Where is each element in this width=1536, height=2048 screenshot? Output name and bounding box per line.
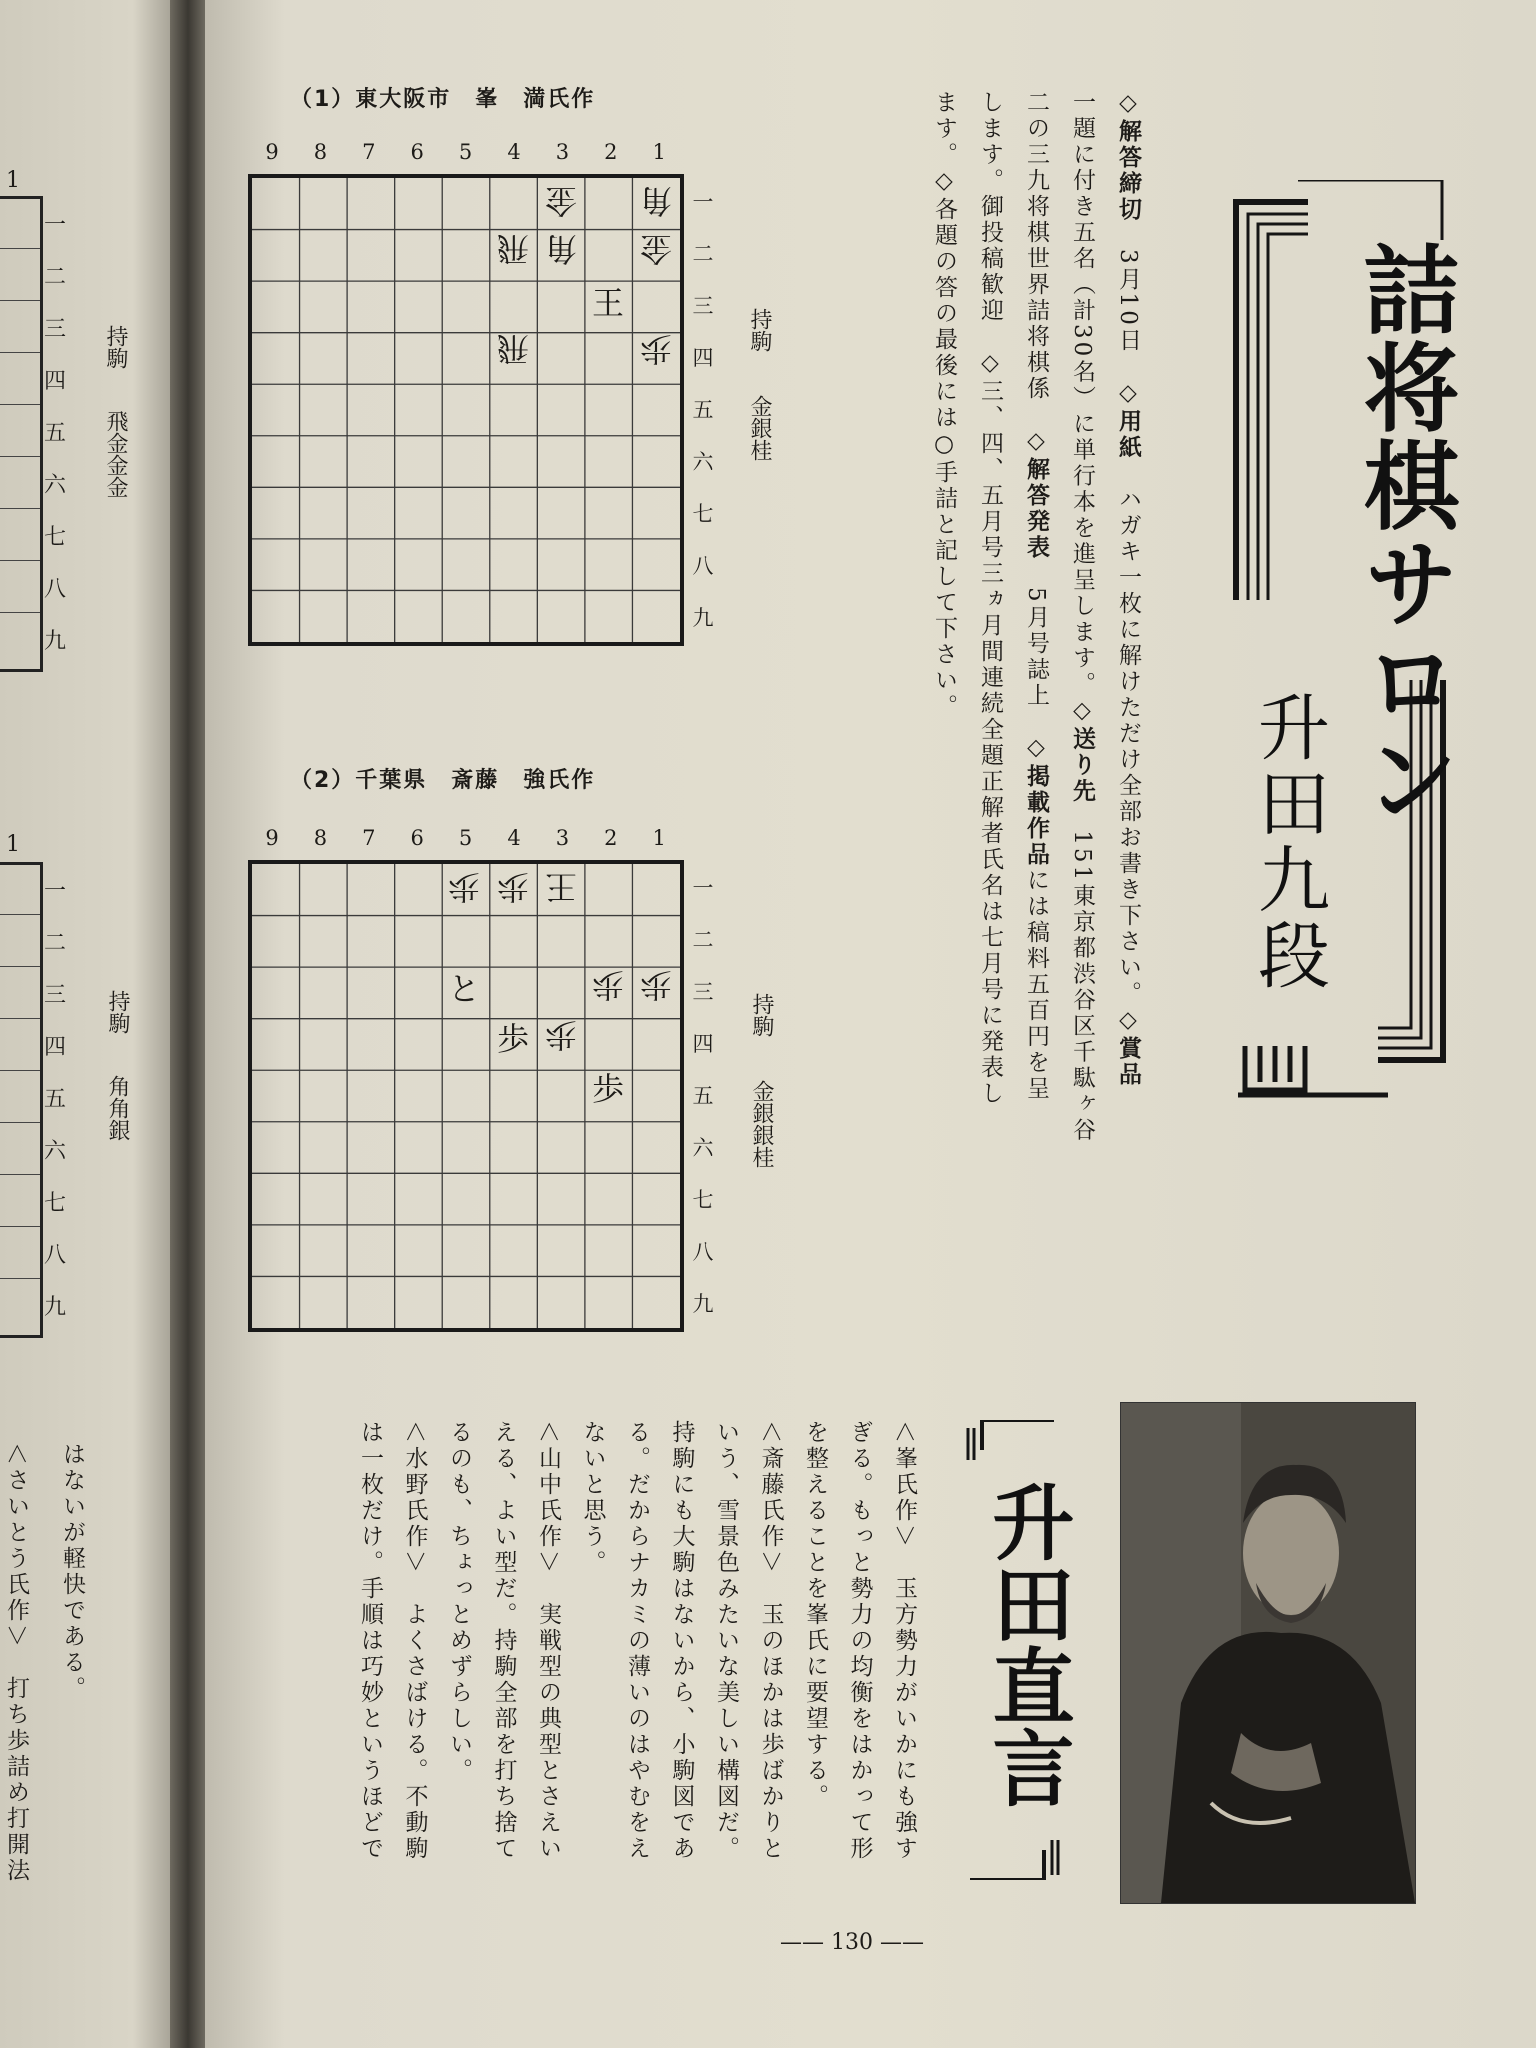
rank-label: 八 [692,554,714,578]
comment-col-9: ＜山中氏作＞ 実戦型の典型とさえい [535,1420,561,1862]
piece-gote-fu-2-3: 歩 [592,966,625,1004]
file-label: 7 [362,826,376,850]
comment-col-1: ＜峯氏作＞ 玉方勢力がいかにも強す [891,1420,917,1862]
left-rank-label: 七 [44,1191,67,1216]
rules-col-3 [1024,90,1047,1102]
left-grid-line [0,1226,40,1227]
rank-label: 五 [692,1084,714,1108]
label-prize: ◇賞品 [1115,1006,1141,1088]
label-paper: ◇用紙 [1115,379,1141,461]
left-rank-label: 九 [44,1295,67,1320]
left-rank-label: 五 [44,1087,67,1112]
left-rank-label: 六 [44,1139,67,1164]
piece-gote-ou-3-1: 王 [545,868,578,906]
piece-gote-kaku-3-2: 角 [545,230,578,268]
rules-col-5: ます。◇各題の答の最後には○手詰と記して下さい。 [931,90,957,720]
left-page [0,0,190,2048]
rank-label: 七 [692,502,714,526]
left-rank-label: 一 [44,213,67,238]
left-grid-line [0,1278,40,1279]
piece-gote-fu-1-4: 歩 [640,330,673,368]
file-label: 8 [313,140,328,164]
deadline-value: 3月10日 [1115,223,1141,380]
rank-label: 四 [692,1032,714,1056]
comment-col-3: を整えることを峯氏に要望する。 [802,1420,828,1810]
announce-text: 5月号誌上 [1023,561,1049,735]
problem1-board [248,174,684,646]
left-grid-line [0,404,40,405]
left-board-fragment-bottom [0,862,43,1338]
rank-label: 五 [692,398,714,422]
file-label: 2 [604,826,618,850]
comment-col-7: る。だからナカミの薄いのはやむをえ [624,1420,650,1862]
file-label: 4 [507,140,521,164]
file-label: 4 [507,826,521,850]
left-rank-label: 九 [44,629,67,654]
rules-col-4: します。御投稿歓迎 ◇三、四、五月号三ヵ月間連続全題正解者氏名は七月号に発表し [977,90,1003,1107]
left-rank-label: 八 [44,577,67,602]
left-hand-label-2: 持駒 [105,990,130,1034]
comment-col-2: ぎる。もっと勢力の均衡をはかって形 [846,1420,873,1862]
problem1-hand-label: 持駒 [747,308,772,352]
left-grid-line [0,914,40,915]
rank-label: 六 [692,450,714,474]
left-grid-line [0,1070,40,1071]
left-grid-line [0,612,40,613]
file-label: 1 [652,140,666,164]
left-rank-label: 四 [44,1035,67,1060]
file-label: 7 [362,140,376,164]
left-rank-label: 六 [44,473,67,498]
section-title: 升田直言 [979,1480,1074,1808]
left-grid-line [0,352,40,353]
piece-gote-ou-2-3: 王 [591,284,624,322]
rank-label: 九 [692,1292,714,1316]
left-hand-label-1: 持駒 [103,325,128,369]
label-deadline: ◇解答締切 [1115,90,1141,223]
left-file-label-top: 1 [6,168,20,193]
comment-col-12: ＜水野氏作＞ よくさばける。不動駒 [401,1420,428,1862]
left-grid-line [0,456,40,457]
page-number: —— 130 —— [780,1930,924,1955]
left-grid-line [0,1122,40,1123]
rank-label: 三 [692,294,714,318]
left-rank-label: 四 [44,369,67,394]
piece-sente-to-5-3: と [447,970,480,1008]
banner-title: 詰将棋サロン [1348,240,1460,828]
piece-sente-fu-2-5: 歩 [591,1070,624,1108]
file-label: 5 [458,826,473,850]
file-label: 5 [458,140,473,164]
left-grid-line [0,560,40,561]
rank-label: 一 [692,876,714,900]
left-grid-line [0,300,40,301]
comment-col-13: は一枚だけ。手順は巧妙というほどで [357,1420,383,1862]
address-text-2: 二の三九将棋世界詰将棋係 [1023,90,1049,428]
problem1-hand-pieces: 金銀桂 [747,395,772,461]
file-label: 9 [265,826,279,850]
piece-gote-kin-1-2: 金 [640,230,673,268]
comment-col-10: える、よい型だ。持駒全部を打ち捨て [490,1420,517,1862]
paper-text: ハガキ一枚に解けただけ全部お書き下さい。 [1115,460,1141,1007]
left-comment-col2: ＜さいとう氏作＞ 打ち歩詰め打開法 [3,1442,29,1884]
file-label: 2 [604,140,618,164]
problem2-hand-label: 持駒 [749,993,774,1037]
file-label: 8 [313,826,328,850]
rules-col-2 [1070,90,1093,1143]
rules-col-1 [1116,90,1139,1088]
left-hand-pieces-1: 飛金金金 [103,410,128,498]
file-label: 6 [410,140,424,164]
left-grid-line [0,508,40,509]
left-rank-label: 三 [44,983,67,1008]
piece-sente-fu-4-4: 歩 [496,1020,529,1058]
left-grid-line [0,966,40,967]
left-rank-label: 二 [44,931,67,956]
left-board-fragment-top [0,196,43,672]
portrait-figure [1121,1403,1415,1903]
comment-col-6: 持駒にも大駒はないから、小駒図であ [668,1420,695,1862]
rank-label: 八 [692,1240,714,1264]
file-label: 9 [265,140,279,164]
file-label: 3 [555,826,570,850]
published-text: には稿料五百円を呈 [1023,867,1049,1102]
author-seal-icon [1240,1038,1310,1098]
book-gutter [170,0,210,2048]
left-rank-label: 二 [44,265,67,290]
file-label: 3 [555,140,570,164]
rank-label: 三 [692,980,714,1004]
piece-gote-hisha-4-4: 飛 [497,330,530,368]
left-rank-label: 七 [44,525,67,550]
left-rank-label: 八 [44,1243,67,1268]
left-grid-line [0,1018,40,1019]
portrait-photo [1120,1402,1416,1904]
prize-text: 一題に付き五名（計30名）に単行本を進呈します。 [1069,90,1095,698]
left-grid-line [0,248,40,249]
left-rank-label: 一 [44,879,67,904]
rank-label: 四 [692,346,714,370]
piece-gote-fu-5-1: 歩 [448,868,481,906]
comment-col-11: るのも、ちょっとめずらしい。 [446,1420,472,1784]
piece-gote-fu-3-4: 歩 [545,1016,578,1054]
piece-gote-kaku-1-1: 角 [640,182,673,220]
comment-col-4: ＜斎藤氏作＞ 玉のほかは歩ばかりと [757,1420,784,1862]
problem1-title: （1）東大阪市 峯 満氏作 [290,87,596,112]
left-file-label-bottom: 1 [6,832,20,857]
left-hand-pieces-2: 角角銀 [105,1075,130,1141]
piece-gote-kin-3-1: 金 [545,182,578,220]
problem2-hand-pieces: 金銀銀桂 [749,1080,774,1168]
left-comment-col1: はないが軽快である。 [59,1442,85,1702]
rank-label: 九 [692,606,714,630]
left-rank-label: 五 [44,421,67,446]
comment-col-8: ないと思う。 [579,1420,606,1576]
comment-col-5: いう、雪景色みたいな美しい構図だ。 [713,1420,739,1862]
left-rank-label: 三 [44,317,67,342]
rank-label: 六 [692,1136,714,1160]
problem2-board [248,860,684,1332]
banner-author: 升田九段 [1246,690,1330,994]
label-send-to: ◇送り先 [1069,697,1095,805]
piece-gote-hisha-4-2: 飛 [497,230,530,268]
label-published: ◇掲載作品 [1023,734,1049,868]
piece-gote-fu-1-3: 歩 [640,966,673,1004]
piece-gote-fu-4-1: 歩 [497,868,530,906]
file-label: 6 [410,826,424,850]
address-text-1: 151東京都渋谷区千駄ヶ谷 [1069,804,1095,1144]
file-label: 1 [652,826,666,850]
problem2-title: （2）千葉県 斎藤 強氏作 [290,768,596,793]
problem1-grid [252,178,680,642]
label-announce: ◇解答発表 [1023,428,1049,561]
left-grid-line [0,1174,40,1175]
rank-label: 一 [692,190,714,214]
rank-label: 二 [692,242,714,266]
rank-label: 七 [692,1188,714,1212]
rank-label: 二 [692,928,714,952]
